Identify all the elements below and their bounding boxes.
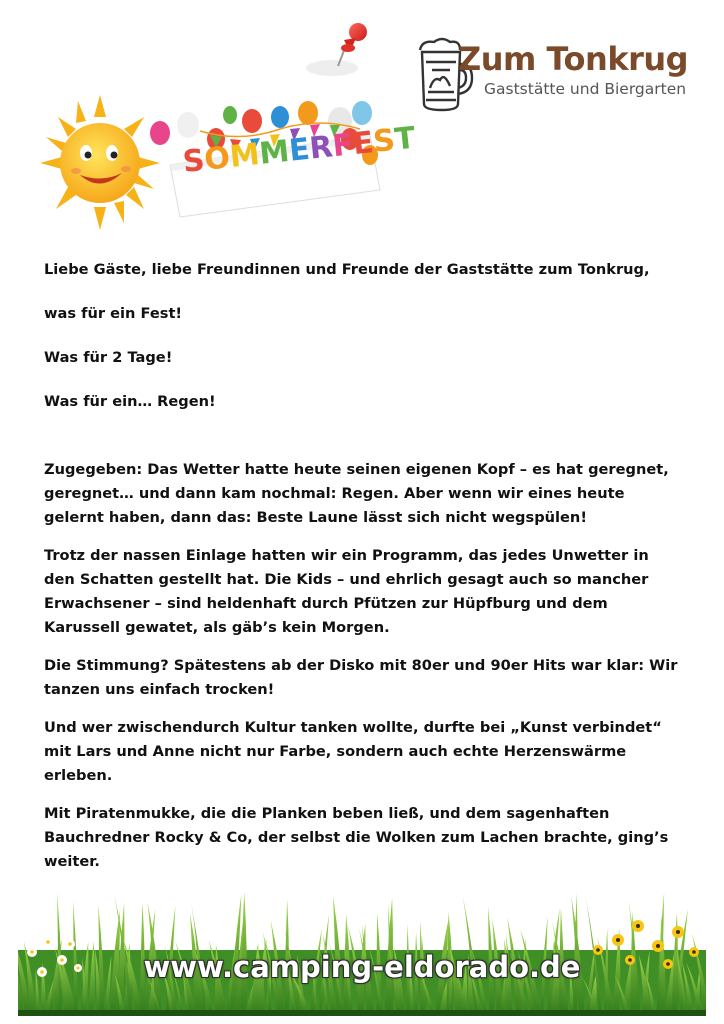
banner-letter: E <box>287 131 312 169</box>
banner-letter: O <box>202 140 232 178</box>
logo-subtitle: Gaststätte und Biergarten <box>484 80 687 98</box>
banner-letter: M <box>257 133 292 172</box>
banner-letter: M <box>228 137 262 175</box>
greeting: Liebe Gäste, liebe Freundinnen und Freunde der Gaststätte zum Tonkrug, <box>44 261 650 278</box>
paragraph-1: Zugegeben: Das Wetter hatte heute seinen eigenen Kopf – es hat geregnet, geregnet… und dann kam nochmal: Regen. Aber wenn wir eines heute gelernt haben, dann das: Beste Laune lässt sich nicht wegspülen! <box>44 461 669 526</box>
paragraph-4: Und wer zwischendurch Kultur tanken wollte, durfte bei „Kunst verbindet“ mit Lars und Anne nicht nur Farbe, sondern auch echte Herzenswärme erleben. <box>44 719 662 784</box>
letter-body <box>44 258 684 874</box>
footer-website-url: www.camping-eldorado.de <box>143 950 581 984</box>
banner-letter: R <box>307 129 335 167</box>
push-pin-icon <box>300 18 380 78</box>
banner-letter: F <box>330 127 355 165</box>
exclaim-line-2: Was für 2 Tage! <box>44 349 173 366</box>
exclaim-line-1: was für ein Fest! <box>44 305 183 322</box>
paragraph-2: Trotz der nassen Einlage hatten wir ein Programm, das jedes Unwetter in den Schatten gestellt hat. Die Kids – und ehrlich gesagt auch so mancher Erwachsener – sind heldenhaft durch Pfützen zur Hüpfburg und dem Karussell gewatet, als gäb’s kein Morgen. <box>44 547 649 636</box>
banner-letter: S <box>181 142 207 180</box>
paragraph-5: Mit Piratenmukke, die die Planken beben ließ, und dem sagenhaften Bauchredner Rocky & Co, der selbst die Wolken zum Lachen brachte, ging’s weiter. <box>44 805 669 870</box>
banner-letter: S <box>371 122 397 160</box>
exclaim-line-3: Was für ein… Regen! <box>44 393 216 410</box>
paragraph-3: Die Stimmung? Spätestens ab der Disko mit 80er und 90er Hits war klar: Wir tanzen uns einfach trocken! <box>44 657 678 698</box>
banner-letter: T <box>393 120 418 158</box>
logo-title: Zum Tonkrug <box>458 40 689 78</box>
banner-letter: E <box>351 125 376 163</box>
grass-flowers-icon <box>18 880 706 1016</box>
